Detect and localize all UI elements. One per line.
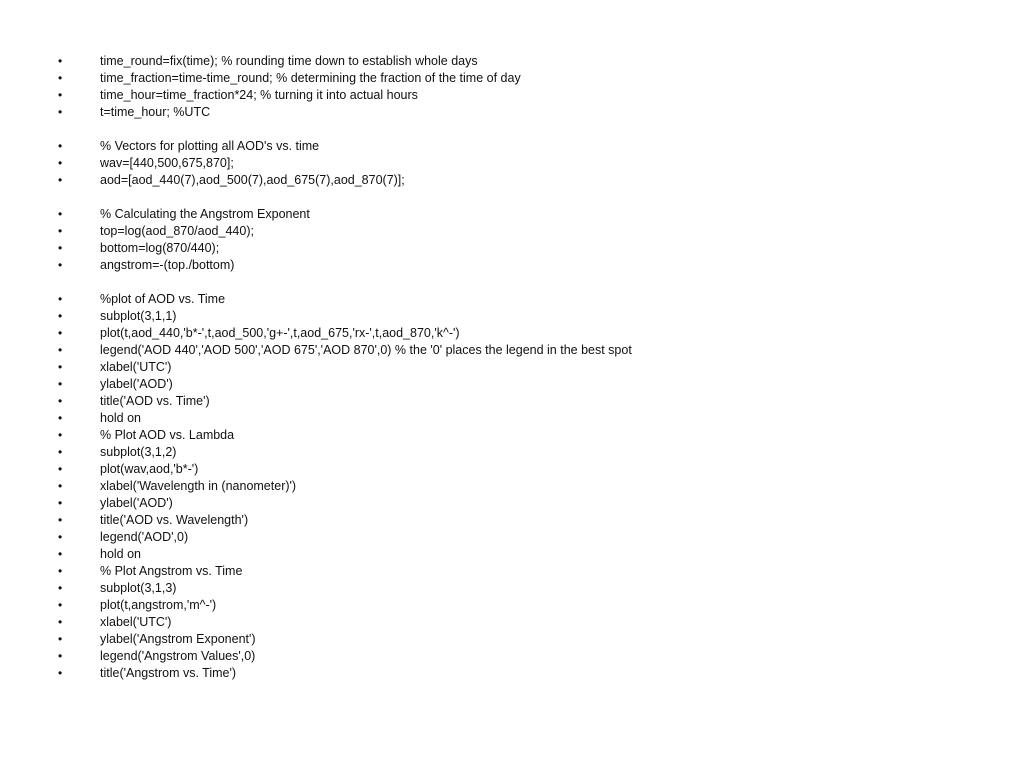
- bullet-dot-icon: •: [58, 547, 63, 561]
- code-line-text: % Vectors for plotting all AOD's vs. time: [100, 139, 320, 153]
- bullet-dot-icon: •: [58, 411, 63, 425]
- bullet-dot-icon: •: [58, 343, 63, 357]
- code-line-text: title('AOD vs. Wavelength'): [100, 513, 249, 527]
- bullet-dot-icon: •: [58, 428, 63, 442]
- bullet-dot-icon: •: [58, 326, 63, 340]
- bullet-dot-icon: •: [58, 581, 63, 595]
- code-line-text: ylabel('AOD'): [100, 496, 173, 510]
- bullet-dot-icon: •: [58, 394, 63, 408]
- bullet-dot-icon: •: [58, 71, 63, 85]
- code-line-text: bottom=log(870/440);: [100, 241, 220, 255]
- bullet-dot-icon: •: [58, 258, 63, 272]
- code-line-text: legend('Angstrom Values',0): [100, 649, 256, 663]
- code-line-text: plot(t,angstrom,'m^-'): [100, 598, 217, 612]
- code-line-text: hold on: [100, 411, 142, 425]
- bullet-dot-icon: •: [58, 360, 63, 374]
- code-line-text: plot(wav,aod,'b*-'): [100, 462, 199, 476]
- bullet-dot-icon: •: [58, 445, 63, 459]
- bullet-dot-icon: •: [58, 139, 63, 153]
- code-line-text: subplot(3,1,1): [100, 309, 177, 323]
- bullet-dot-icon: •: [58, 666, 63, 680]
- bullet-dot-icon: •: [58, 598, 63, 612]
- code-line-text: angstrom=-(top./bottom): [100, 258, 235, 272]
- bullet-dot-icon: •: [58, 462, 63, 476]
- bullet-dot-icon: •: [58, 615, 63, 629]
- bullet-dot-icon: •: [58, 241, 63, 255]
- bullet-dot-icon: •: [58, 513, 63, 527]
- code-line-text: time_round=fix(time); % rounding time down to establish whole days: [100, 54, 478, 68]
- bullet-dot-icon: •: [58, 649, 63, 663]
- code-line-text: xlabel('UTC'): [100, 615, 172, 629]
- code-line-text: time_hour=time_fraction*24; % turning it into actual hours: [100, 88, 418, 102]
- bullet-dot-icon: •: [58, 564, 63, 578]
- code-line-text: plot(t,aod_440,'b*-',t,aod_500,'g+-',t,aod_675,'rx-',t,aod_870,'k^-'): [100, 326, 460, 340]
- code-line-text: % Calculating the Angstrom Exponent: [100, 207, 310, 221]
- bullet-dot-icon: •: [58, 173, 63, 187]
- code-line-text: %plot of AOD vs. Time: [100, 292, 226, 306]
- bullet-dot-icon: •: [58, 632, 63, 646]
- code-line-text: legend('AOD 440','AOD 500','AOD 675','AOD 870',0) % the '0' places the legend in the best spot: [100, 343, 632, 357]
- bullet-dot-icon: •: [58, 105, 63, 119]
- code-line-text: legend('AOD',0): [100, 530, 189, 544]
- code-line-text: hold on: [100, 547, 142, 561]
- code-line-text: top=log(aod_870/aod_440);: [100, 224, 254, 238]
- bullet-dot-icon: •: [58, 54, 63, 68]
- code-line-text: wav=[440,500,675,870];: [100, 156, 234, 170]
- bullet-dot-icon: •: [58, 530, 63, 544]
- bullet-dot-icon: •: [58, 309, 63, 323]
- bullet-dot-icon: •: [58, 207, 63, 221]
- code-line-text: % Plot Angstrom vs. Time: [100, 564, 243, 578]
- code-line-text: t=time_hour; %UTC: [100, 105, 211, 119]
- code-line-text: time_fraction=time-time_round; % determining the fraction of the time of day: [100, 71, 521, 85]
- code-line-text: title('AOD vs. Time'): [100, 394, 210, 408]
- bullet-dot-icon: •: [58, 479, 63, 493]
- bullet-dot-icon: •: [58, 88, 63, 102]
- code-line-text: xlabel('UTC'): [100, 360, 172, 374]
- bullet-dot-icon: •: [58, 377, 63, 391]
- code-line-text: ylabel('Angstrom Exponent'): [100, 632, 256, 646]
- bullet-dot-icon: •: [58, 496, 63, 510]
- bullet-dot-icon: •: [58, 224, 63, 238]
- code-line-text: subplot(3,1,3): [100, 581, 177, 595]
- bullet-dot-icon: •: [58, 156, 63, 170]
- code-line-text: title('Angstrom vs. Time'): [100, 666, 237, 680]
- code-line-text: % Plot AOD vs. Lambda: [100, 428, 235, 442]
- code-line-text: aod=[aod_440(7),aod_500(7),aod_675(7),aod_870(7)];: [100, 173, 405, 187]
- code-line-text: ylabel('AOD'): [100, 377, 173, 391]
- code-line-text: subplot(3,1,2): [100, 445, 177, 459]
- code-line-text: xlabel('Wavelength in (nanometer)'): [100, 479, 297, 493]
- bullet-dot-icon: •: [58, 292, 63, 306]
